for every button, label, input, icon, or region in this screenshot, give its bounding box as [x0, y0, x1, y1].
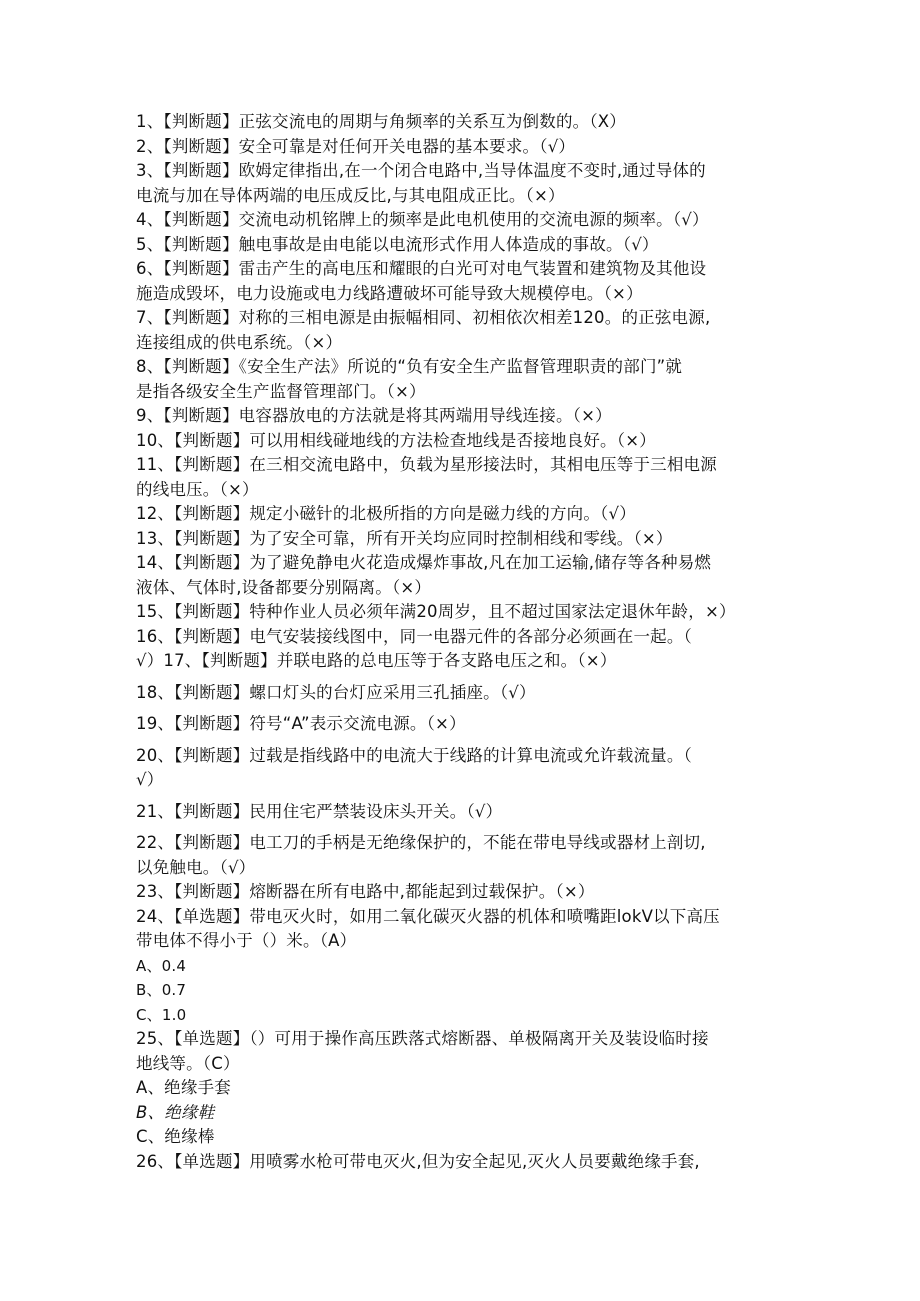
- text-line: 以免触电。（√）: [136, 857, 256, 877]
- text-line: 12、【判断题】规定小磁针的北极所指的方向是磁力线的方向。（√）: [136, 504, 636, 523]
- text-line: 施造成毁坏，电力设施或电力线路遭破坏可能导致大规模停电。（×）: [136, 283, 643, 303]
- text-line: 带电体不得小于（）米。（A）: [136, 931, 357, 950]
- text-line: 22、【判断题】电工刀的手柄是无绝缘保护的，不能在带电导线或器材上剖切,: [136, 833, 706, 852]
- text-line: 23、【判断题】熔断器在所有电路中,都能起到过载保护。（×）: [136, 882, 595, 901]
- text-line: 19、【判断题】符号“A”表示交流电源。（×）: [136, 714, 466, 733]
- answer-option: A、0.4: [136, 956, 187, 975]
- text-line: 6、【判断题】雷击产生的高电压和耀眼的白光可对电气装置和建筑物及其他设: [136, 259, 707, 278]
- text-line: 10、【判断题】可以用相线碰地线的方法检查地线是否接地良好。（×）: [136, 430, 656, 450]
- answer-option: B、绝缘鞋: [136, 1102, 215, 1122]
- text-line: 24、【单选题】带电灭火时，如用二氧化碳灭火器的机体和喷嘴距lokV以下高压: [136, 906, 720, 926]
- text-line: 5、【判断题】触电事故是由电能以电流形式作用人体造成的事故。（√）: [136, 234, 659, 254]
- text-line: 电流与加在导体两端的电压成反比,与其电阻成正比。（×）: [136, 185, 565, 205]
- text-line: 26、【单选题】用喷雾水枪可带电灭火,但为安全起见,灭火人员要戴绝缘手套,: [136, 1151, 700, 1171]
- text-line: 液体、气体时,设备都要分别隔离。（×）: [136, 577, 432, 597]
- text-line: 4、【判断题】交流电动机铭牌上的频率是此电机使用的交流电源的频率。（√）: [136, 210, 709, 229]
- text-line: 11、【判断题】在三相交流电路中，负载为星形接法时，其相电压等于三相电源: [136, 455, 717, 474]
- text-line: √）17、【判断题】并联电路的总电压等于各支路电压之和。（×）: [136, 651, 617, 670]
- text-line: √）: [136, 770, 164, 789]
- text-line: 是指各级安全生产监督管理部门。（×）: [136, 381, 426, 401]
- text-line: 3、【判断题】欧姆定律指出,在一个闭合电路中,当导体温度不变时,通过导体的: [136, 161, 706, 180]
- text-line: 地线等。（C）: [136, 1053, 240, 1073]
- text-line: 连接组成的供电系统。（×）: [136, 332, 343, 352]
- text-line: 14、【判断题】为了避免静电火花造成爆炸事故,凡在加工运输,储存等各种易燃: [136, 553, 712, 572]
- text-line: 20、【判断题】过载是指线路中的电流大于线路的计算电流或允许载流量。（: [136, 745, 692, 765]
- text-line: 15、【判断题】特种作业人员必须年满20周岁，且不超过国家法定退休年龄，×）: [136, 602, 736, 621]
- question-list: [136, 110, 796, 1174]
- text-line: 1、【判断题】正弦交流电的周期与角频率的关系互为倒数的。（X）: [136, 112, 627, 131]
- text-line: 的线电压。（×）: [136, 479, 259, 499]
- text-line: 21、【判断题】民用住宅严禁装设床头开关。（√）: [136, 801, 503, 821]
- text-line: 13、【判断题】为了安全可靠，所有开关均应同时控制相线和零线。（×）: [136, 528, 673, 548]
- text-line: 8、【判断题】《安全生产法》所说的“负有安全生产监督管理职责的部门”就: [136, 357, 683, 376]
- answer-option: B、0.7: [136, 981, 187, 999]
- answer-option: C、绝缘棒: [136, 1127, 215, 1146]
- text-line: 18、【判断题】螺口灯头的台灯应采用三孔插座。（√）: [136, 682, 536, 702]
- text-line: 25、【单选题】（）可用于操作高压跌落式熔断器、单极隔离开关及装设临时接: [136, 1029, 709, 1048]
- text-line: 16、【判断题】电气安装接线图中，同一电器元件的各部分必须画在一起。（: [136, 626, 692, 646]
- text-line: 2、【判断题】安全可靠是对任何开关电器的基本要求。（√）: [136, 136, 576, 156]
- answer-option: A、绝缘手套: [136, 1078, 231, 1097]
- answer-option: C、1.0: [136, 1005, 187, 1024]
- text-line: 9、【判断题】电容器放电的方法就是将其两端用导线连接。（×）: [136, 406, 612, 425]
- text-line: 7、【判断题】对称的三相电源是由振幅相同、初相依次相差120。的正弦电源,: [136, 308, 711, 327]
